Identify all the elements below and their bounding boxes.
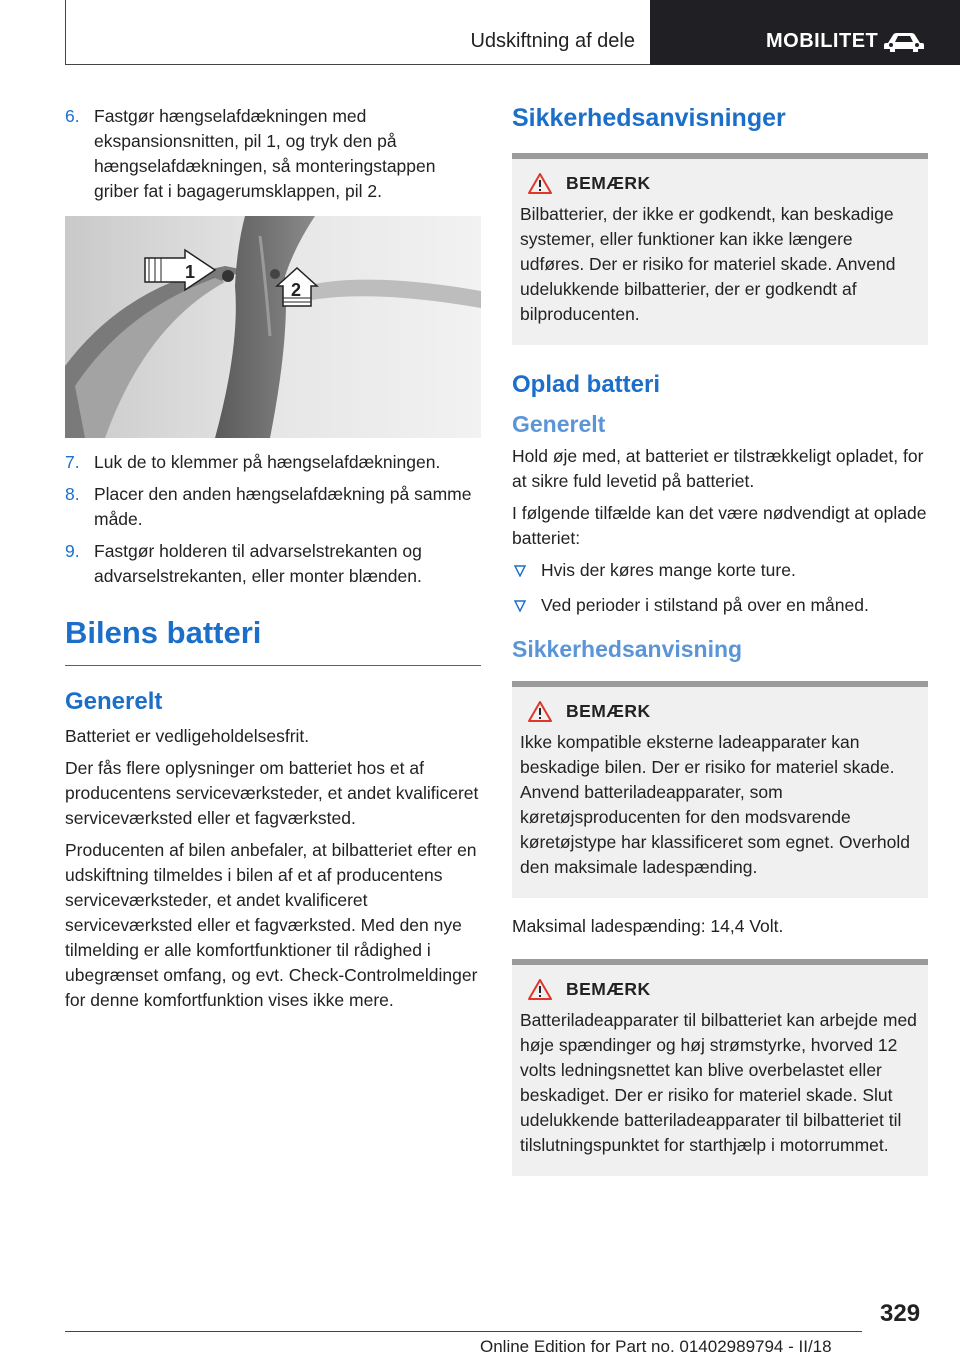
triangle-bullet-icon [514, 600, 526, 612]
chapter-title: MOBILITET [766, 30, 879, 52]
paragraph: Batteriet er vedligeholdelsesfrit. [65, 726, 310, 746]
heading-safety-instruction: Sikkerhedsanvisning [512, 636, 743, 662]
step-text: Luk de to klemmer på hængselafdækningen. [94, 452, 441, 472]
page-number: 329 [880, 1300, 921, 1327]
figure-label-1: 1 [185, 262, 196, 282]
step-text: Fastgør holderen til advarselstrekanten og advarselstrekanten, eller monter blænden. [94, 541, 422, 586]
triangle-bullet-icon [514, 565, 526, 577]
header-rule-bottom [65, 64, 651, 65]
notice-box [512, 681, 928, 898]
warning-icon [528, 979, 552, 1000]
notice-title: BEMÆRK [566, 701, 651, 721]
step-number: 6. [65, 106, 80, 126]
notice-text: Ikke kompatible eksterne ladeapparater kan beskadige bilen. Der er risiko for materiel skade. Anvend batteriladeapparater, som køretøjsproducenten for den modsvarende køretøjstype har klassificeret som egnet. Overhold den maksimale ladespænding. [520, 732, 911, 877]
heading-safety-instructions: Sikkerhedsanvisninger [512, 104, 786, 132]
bullet-item [512, 593, 928, 618]
step-number: 7. [65, 452, 80, 472]
footer-rule [65, 1331, 862, 1332]
step-text: Placer den anden hængselafdækning på samme måde. [94, 484, 472, 529]
car-icon [882, 31, 926, 58]
warning-icon [528, 701, 552, 722]
figure-label-2: 2 [291, 280, 302, 300]
notice-box [512, 153, 928, 345]
heading-general: Generelt [512, 411, 606, 437]
notice-text: Bilbatterier, der ikke er godkendt, kan beskadige systemer, eller funktioner kan ikke længere udføres. Der er risiko for materiel skade. Anvend udelukkende bilbatterier, der er godkendt af bilproducenten. [520, 204, 896, 324]
step-number: 8. [65, 484, 80, 504]
paragraph: Hold øje med, at batteriet er tilstrækkeligt opladet, for at sikre fuld levetid på batteriet. [512, 446, 924, 491]
paragraph: Producenten af bilen anbefaler, at bilbatteriet efter en udskiftning tilmeldes i bilen af et af producentens serviceværksteder, et andet kvalificeret serviceværksted eller et fagværksted. Med den nye tilmelding er alle komfortfunktioner til rådighed i ubegrænset omfang, og evt. Check-Controlmeldinger for denne komfortfunktion vises ikke mere. [65, 840, 478, 1010]
heading-car-battery: Bilens batteri [65, 615, 481, 666]
step-7 [65, 450, 481, 475]
warning-icon [528, 173, 552, 194]
bullet-text: Hvis der køres mange korte ture. [541, 560, 796, 580]
step-8 [65, 482, 481, 532]
paragraph: Der fås flere oplysninger om batteriet hos et af producentens serviceværksteder, et andet kvalificeret serviceværksted eller et fagværksted. [65, 758, 479, 828]
notice-title: BEMÆRK [566, 979, 651, 999]
bullet-item [512, 558, 928, 583]
step-number: 9. [65, 541, 80, 561]
chapter-tab [650, 0, 960, 65]
notice-title: BEMÆRK [566, 173, 651, 193]
paragraph-max-voltage: Maksimal ladespænding: 14,4 Volt. [512, 916, 784, 936]
paragraph: I følgende tilfælde kan det være nødvendigt at oplade batteriet: [512, 503, 927, 548]
notice-box [512, 959, 928, 1176]
notice-text: Batteriladeapparater til bilbatteriet kan arbejde med høje spændinger og høj strømstyrke, hvorved 12 volts ledningsnettet kan blive overbelastet eller beskadiget. Der er risiko for materiel skade. Slut udelukkende batteriladeapparater til bilbatteriet til tilslutningspunktet for starthjælp i motorrummet. [520, 1010, 917, 1155]
step-9 [65, 539, 481, 589]
header-rule-left [65, 0, 66, 64]
bullet-text: Ved perioder i stilstand på over en måned. [541, 595, 869, 615]
left-column [65, 104, 481, 1020]
section-title: Udskiftning af dele [470, 30, 635, 52]
step-text: Fastgør hængselafdækningen med ekspansionsnitten, pil 1, og tryk den på hængselafdækningen, så monteringstappen griber fat i bagagerumsklappen, pil 2. [94, 106, 436, 201]
heading-general: Generelt [65, 688, 163, 715]
hinge-cover-figure [65, 216, 481, 438]
footer-edition: Online Edition for Part no. 01402989794 - II/18 [480, 1337, 832, 1356]
right-column [512, 104, 928, 1192]
step-6 [65, 104, 481, 204]
heading-charge-battery: Oplad batteri [512, 371, 661, 398]
